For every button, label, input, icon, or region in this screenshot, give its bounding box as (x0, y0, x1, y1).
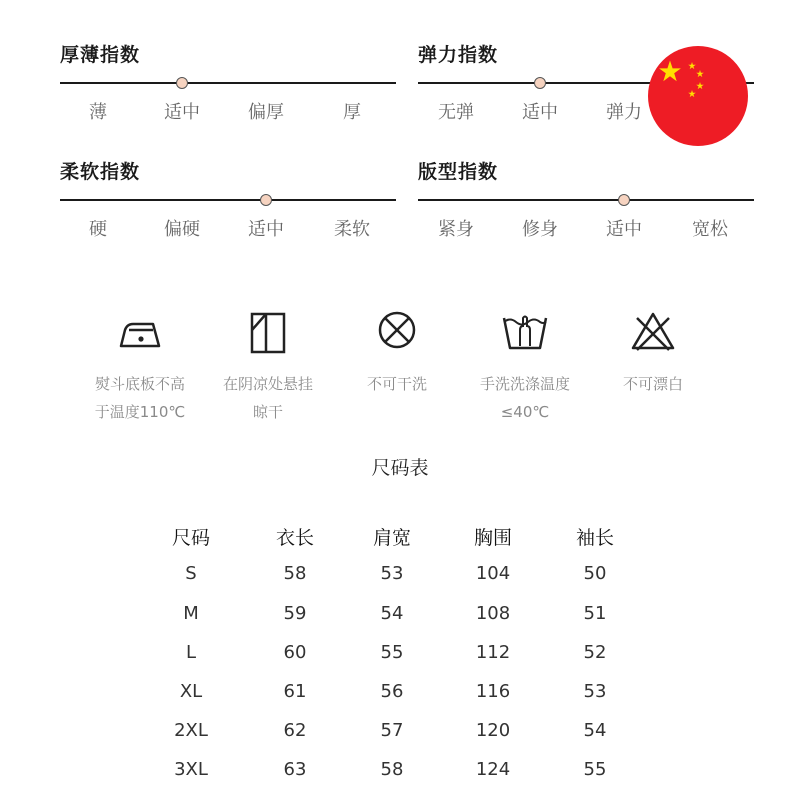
size-table-cell: 61 (283, 681, 307, 702)
size-table-cell: 55 (583, 759, 607, 780)
size-table-header: 尺码 (171, 527, 211, 549)
care-text-line: 于温度110℃ (94, 403, 186, 421)
care-text-line: 在阴凉处悬挂 (222, 375, 313, 393)
size-table-cell: 57 (380, 720, 404, 741)
index-scale-label: 柔软 (334, 219, 370, 240)
care-text-line: ≤40℃ (500, 403, 550, 421)
index-marker (534, 77, 546, 89)
care-text-line: 不可干洗 (366, 375, 427, 393)
size-table-cell: 120 (475, 720, 511, 741)
size-table-cell: S (185, 563, 197, 584)
size-table-cell: 2XL (174, 720, 208, 741)
size-table-header: 胸围 (473, 527, 513, 549)
size-table-header: 肩宽 (372, 527, 412, 549)
size-table-cell: 108 (475, 603, 511, 624)
index-marker (618, 194, 630, 206)
size-table-cell: 51 (583, 603, 607, 624)
size-table-cell: 50 (583, 563, 607, 584)
index-scale-label: 紧身 (438, 219, 474, 240)
index-scale-label: 适中 (522, 102, 558, 123)
index-scale-label: 硬 (89, 219, 107, 240)
index-scale-line (60, 199, 396, 201)
size-table-cell: L (185, 642, 197, 663)
index-scale-line (60, 82, 396, 84)
index-title: 版型指数 (418, 161, 499, 183)
size-table-cell: 104 (475, 563, 511, 584)
index-marker (260, 194, 272, 206)
care-text (460, 370, 590, 426)
hand-wash-icon (500, 308, 550, 358)
size-table-cell: 54 (583, 720, 607, 741)
size-table-cell: 53 (583, 681, 607, 702)
size-table-title: 尺码表 (371, 457, 429, 479)
index-scale-label: 偏硬 (164, 219, 200, 240)
index-scale-label: 弹力 (606, 102, 642, 123)
size-table-cell: 62 (283, 720, 307, 741)
do-not-bleach-icon (628, 308, 678, 358)
care-text (75, 370, 205, 426)
index-marker (176, 77, 188, 89)
size-table-header: 袖长 (575, 527, 615, 549)
index-title: 柔软指数 (60, 161, 141, 183)
index-scale-label: 偏厚 (248, 102, 284, 123)
index-title: 弹力指数 (418, 44, 499, 66)
size-table-cell: 116 (475, 681, 511, 702)
care-text-line: 手洗洗涤温度 (479, 375, 570, 393)
index-scale-label: 厚 (343, 102, 361, 123)
do-not-dry-clean-icon (372, 308, 422, 358)
index-scale-label: 适中 (606, 219, 642, 240)
index-scale-label: 适中 (164, 102, 200, 123)
size-table-cell: M (183, 603, 199, 624)
index-scale-label: 修身 (522, 219, 558, 240)
size-table-cell: 63 (283, 759, 307, 780)
size-table-cell: 53 (380, 563, 404, 584)
size-table-cell: 58 (283, 563, 307, 584)
care-text (588, 370, 718, 398)
iron-icon (115, 308, 165, 358)
care-text-line: 晾干 (252, 403, 283, 421)
size-table-cell: 59 (283, 603, 307, 624)
size-table-cell: 58 (380, 759, 404, 780)
size-table-cell: 52 (583, 642, 607, 663)
index-scale-label: 适中 (248, 219, 284, 240)
size-table-cell: 3XL (174, 759, 208, 780)
size-table-cell: 112 (475, 642, 511, 663)
index-scale-line (418, 199, 754, 201)
care-text-line: 熨斗底板不高 (94, 375, 185, 393)
size-table-cell: 54 (380, 603, 404, 624)
line-dry-shade-icon (243, 308, 293, 358)
care-text-line: 不可漂白 (622, 375, 683, 393)
size-table-cell: XL (179, 681, 203, 702)
care-text (332, 370, 462, 398)
index-scale-label: 无弹 (438, 102, 474, 123)
index-scale-label: 宽松 (692, 219, 728, 240)
index-scale-label: 薄 (89, 102, 107, 123)
china-flag-icon (648, 46, 748, 146)
size-table-header: 衣长 (275, 527, 315, 549)
size-table-cell: 124 (475, 759, 511, 780)
care-text (203, 370, 333, 426)
index-title: 厚薄指数 (60, 44, 141, 66)
size-table-cell: 60 (283, 642, 307, 663)
size-table-cell: 56 (380, 681, 404, 702)
size-table-cell: 55 (380, 642, 404, 663)
